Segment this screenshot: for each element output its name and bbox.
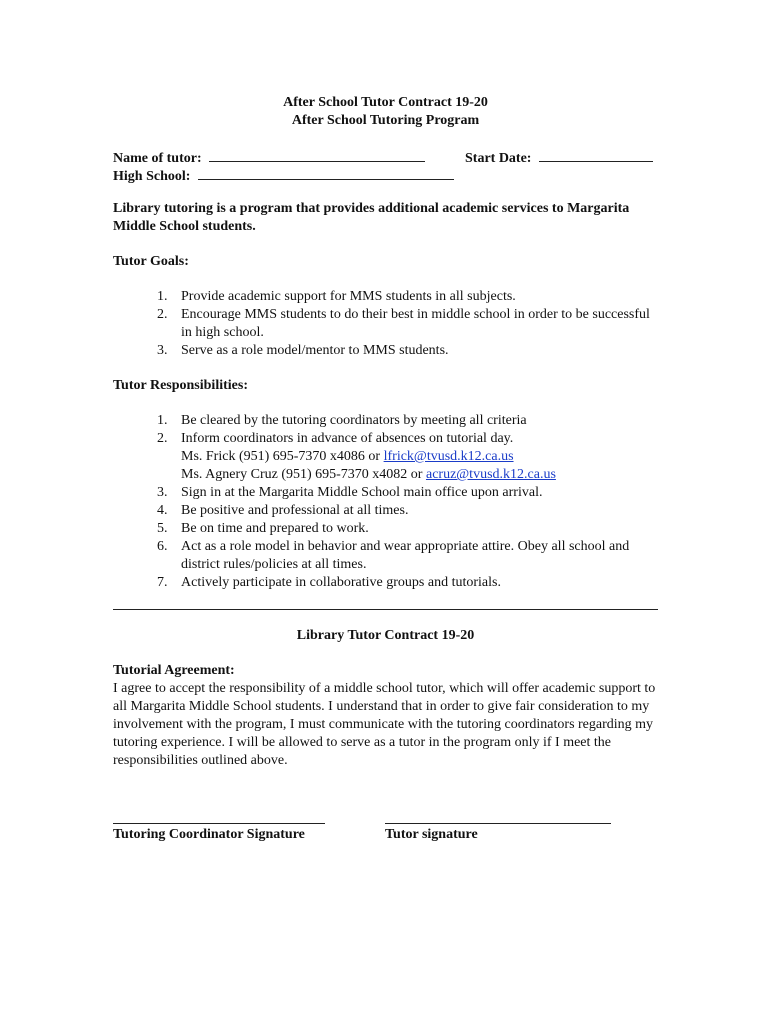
list-item: 3. Sign in at the Margarita Middle School main office upon arrival. <box>157 485 543 500</box>
tutor-goals-heading: Tutor Goals: <box>113 254 189 269</box>
tutor-signature-line[interactable] <box>385 823 611 824</box>
list-item: 4. Be positive and professional at all times. <box>157 503 409 518</box>
contact-cruz: Ms. Agnery Cruz (951) 695-7370 x4082 or acruz@tvusd.k12.ca.us <box>181 467 556 482</box>
contract-title: Library Tutor Contract 19-20 <box>296 628 475 643</box>
tutor-signature <box>385 807 611 844</box>
high-school-row <box>113 165 658 183</box>
name-of-tutor-label: Name of tutor: <box>113 151 202 166</box>
tutor-responsibilities-list <box>113 412 658 592</box>
high-school-label: High School: <box>113 169 191 184</box>
tutor-responsibilities-heading: Tutor Responsibilities: <box>113 378 248 393</box>
high-school-field[interactable] <box>198 165 454 180</box>
name-of-tutor-field[interactable] <box>209 147 425 162</box>
list-item: 5. Be on time and prepared to work. <box>157 521 369 536</box>
cruz-email-link[interactable]: acruz@tvusd.k12.ca.us <box>425 467 556 482</box>
coordinator-signature-line[interactable] <box>113 823 325 824</box>
coordinator-signature-label: Tutoring Coordinator Signature <box>113 827 305 842</box>
signature-block <box>113 807 658 847</box>
list-item: 2. Encourage MMS students to do their best in middle school in order to be successful in high school. <box>157 307 650 340</box>
section-divider <box>113 609 658 610</box>
list-item: 3. Serve as a role model/mentor to MMS students. <box>157 343 449 358</box>
program-description: Library tutoring is a program that provides additional academic services to Margarita Middle School students. <box>113 201 630 234</box>
start-date-label: Start Date: <box>465 151 532 166</box>
list-item: 1. Provide academic support for MMS students in all subjects. <box>157 289 516 304</box>
list-item: 7. Actively participate in collaborative groups and tutorials. <box>157 575 501 590</box>
document-subtitle: After School Tutoring Program <box>291 113 480 128</box>
list-item: 1. Be cleared by the tutoring coordinators by meeting all criteria <box>157 413 527 428</box>
coordinator-signature <box>113 807 325 844</box>
tutorial-agreement-text: I agree to accept the responsibility of a middle school tutor, which will offer academic support to all Margarita Middle School students. I understand that in order to give fair consideration to my involvement with the program, I must communicate with the tutoring coordinators regarding my tutoring experience. I will be allowed to serve as a tutor in the program only if I meet the responsibilities outlined above. <box>113 681 656 768</box>
start-date-field[interactable] <box>539 147 653 162</box>
list-item: 6. Act as a role model in behavior and wear appropriate attire. Obey all school and district rules/policies at all times. <box>157 539 630 572</box>
document-title: After School Tutor Contract 19-20 <box>283 95 488 110</box>
tutor-signature-label: Tutor signature <box>385 827 478 842</box>
document-page <box>113 94 658 847</box>
name-date-row <box>113 147 658 165</box>
frick-email-link[interactable]: lfrick@tvusd.k12.ca.us <box>383 449 514 464</box>
tutorial-agreement-heading: Tutorial Agreement: <box>113 663 235 678</box>
contact-frick: Ms. Frick (951) 695-7370 x4086 or lfrick@tvusd.k12.ca.us <box>181 449 514 464</box>
tutor-goals-list <box>113 288 658 360</box>
list-item: 2. Inform coordinators in advance of absences on tutorial day. Ms. Frick (951) 695-7370 x4086 or lfrick@tvusd.k12.ca.us Ms. Agnery Cruz (951) 695-7370 x4082 or acruz@tvusd.k12.ca.us <box>113 430 658 484</box>
